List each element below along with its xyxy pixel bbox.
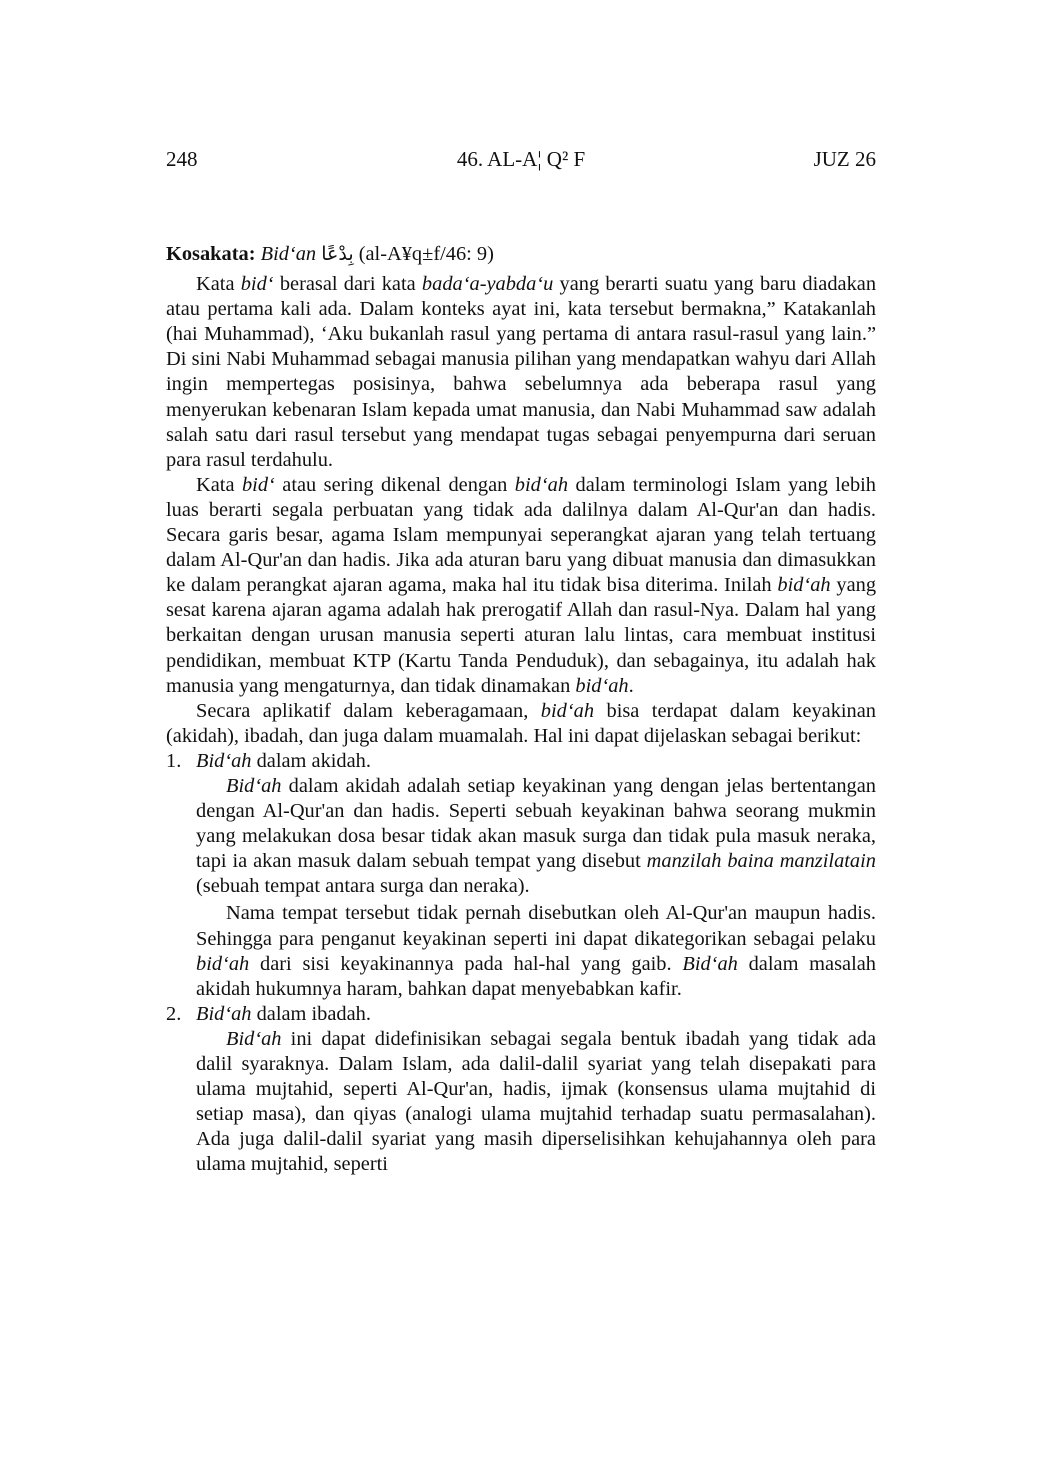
list-item-2: 2. Bid‘ah dalam ibadah. <box>166 1002 876 1027</box>
paragraph-3: Secara aplikatif dalam keberagamaan, bid‘ah bisa terdapat dalam keyakinan (akidah), ibadah, dan juga dalam muamalah. Hal ini dapat dijelaskan sebagai berikut: <box>166 699 876 747</box>
list-item-1-paragraph-2: Nama tempat tersebut tidak pernah disebutkan oleh Al-Qur'an maupun hadis. Sehingga para penganut keyakinan seperti ini dapat dikategorikan sebagai pelaku bid‘ah dari sisi keyakinannya pada hal-hal yang gaib. Bid‘ah dalam masalah akidah hukumnya haram, bahkan dapat menyebabkan kafir. <box>196 902 876 1000</box>
page-number: 248 <box>166 147 198 171</box>
juz-label: JUZ 26 <box>813 147 876 171</box>
kosakata-label: Kosakata: <box>166 243 256 265</box>
kosakata-heading <box>166 242 876 267</box>
list-number: 1. <box>166 749 182 772</box>
paragraph-1: Kata bid‘ berasal dari kata bada‘a-yabda‘u yang berarti suatu yang baru diadakan atau pertama kali ada. Dalam konteks ayat ini, kata tersebut bermakna,” Katakanlah (hai Muhammad), ‘Aku bukanlah rasul yang pertama di antara rasul-rasul yang lain.” Di sini Nabi Muhammad sebagai manusia pilihan yang mendapatkan wahyu dari Allah ingin mempertegas posisinya, bahwa sebelumnya ada beberapa rasul yang menyerukan kebenaran Islam kepada umat manusia, dan Nabi Muhammad saw adalah salah satu dari rasul tersebut yang mendapat tugas sebagai penyempurna dari seruan para rasul terdahulu. <box>166 273 877 471</box>
page-header <box>166 145 876 173</box>
list-number: 2. <box>166 1002 182 1025</box>
kosakata-reference: (al-A¥q±f/46: 9) <box>358 243 494 265</box>
page-body <box>166 242 876 1177</box>
paragraph-2: Kata bid‘ atau sering dikenal dengan bid‘ah dalam terminologi Islam yang lebih luas berarti segala perbuatan yang tidak ada dalilnya dalam Al-Qur'an dan hadis. Secara garis besar, agama Islam mempunyai seperangkat ajaran yang telah tertuang dalam Al-Qur'an dan hadis. Jika ada aturan baru yang dibuat manusia dan dimasukkan ke dalam perangkat ajaran agama, maka hal itu tidak bisa diterima. Inilah bid‘ah yang sesat karena ajaran agama adalah hak prerogatif Allah dan rasul-Nya. Dalam hal yang berkaitan dengan urusan manusia seperti aturan lalu lintas, cara membuat institusi pendidikan, membuat KTP (Kartu Tanda Penduduk), dan sebagainya, itu adalah hak manusia yang mengaturnya, dan tidak dinamakan bid‘ah. <box>166 473 877 697</box>
kosakata-term: Bid‘an <box>260 243 317 265</box>
list-item-2-paragraph-1: Bid‘ah ini dapat didefinisikan sebagai segala bentuk ibadah yang tidak ada dalil syaraknya. Dalam Islam, ada dalil-dalil syariat yang telah disepakati para ulama mujtahid, seperti Al-Qur'an, hadis, ijmak (konsensus ulama mujtahid di setiap masa), dan qiyas (analogi ulama mujtahid terhadap suatu permasalahan). Ada juga dalil-dalil syariat yang masih diperselisihkan kehujahannya oleh para ulama mujtahid, seperti <box>196 1027 876 1176</box>
chapter-title: 46. AL-A¦ Q² F <box>456 147 586 171</box>
kosakata-arabic: بِدْعًا <box>321 243 354 265</box>
list-item-1-paragraph-1: Bid‘ah dalam akidah adalah setiap keyakinan yang dengan jelas bertentangan dengan Al-Qur'an dan hadis. Seperti sebuah keyakinan bahwa seorang mukmin yang melakukan dosa besar tidak akan masuk surga dan tidak pula masuk neraka, tapi ia akan masuk dalam sebuah tempat yang disebut manzilah baina manzilatain (sebuah tempat antara surga dan neraka). <box>196 774 876 898</box>
list-item-1: 1. Bid‘ah dalam akidah. <box>166 749 876 774</box>
